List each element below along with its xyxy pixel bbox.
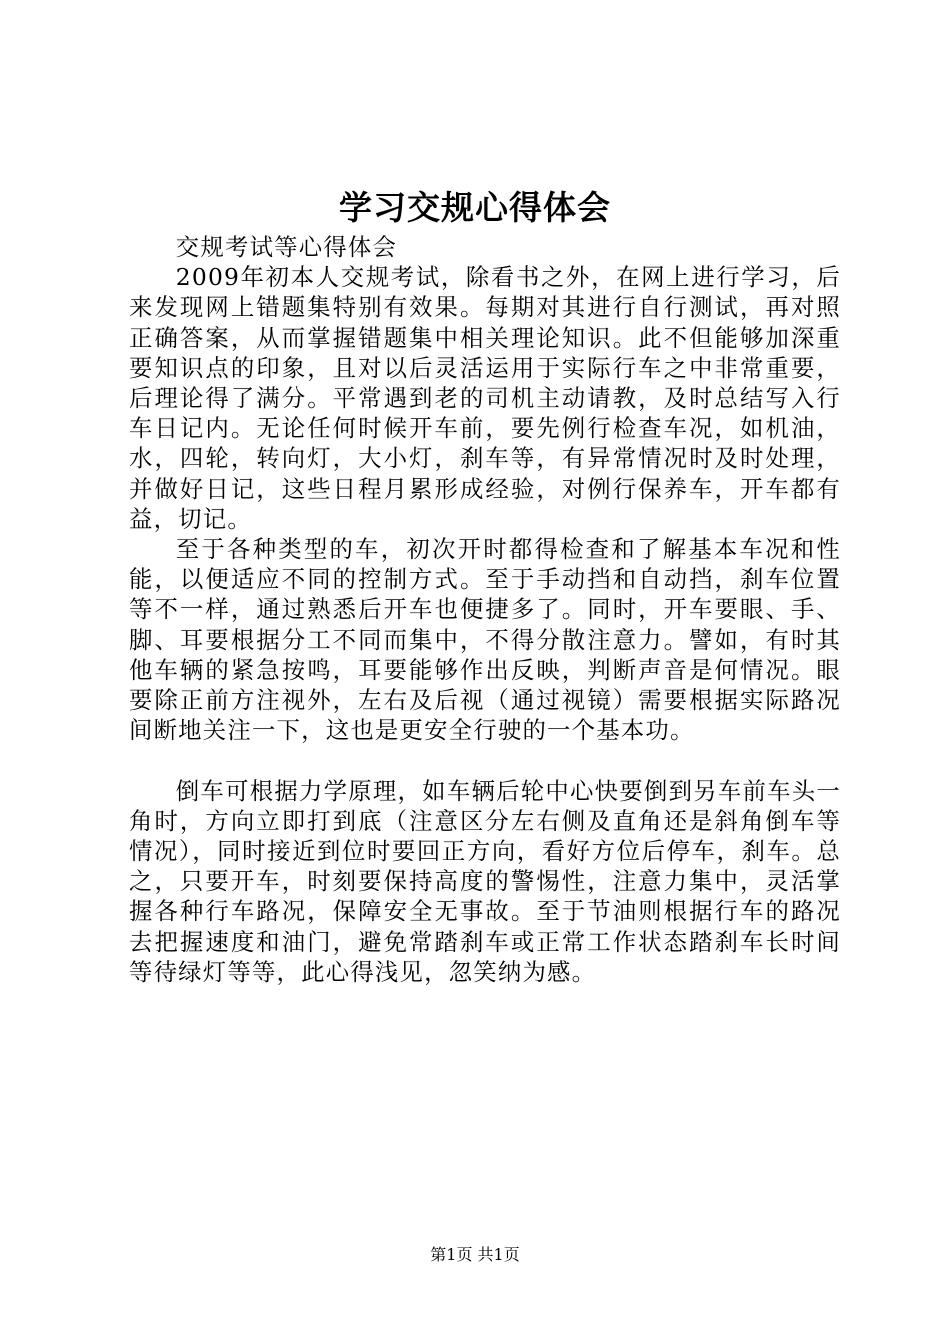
document-subtitle: 交规考试等心得体会 [175, 233, 398, 261]
page-footer: 第1页 共1页 [430, 1245, 520, 1264]
document-title: 学习交规心得体会 [339, 188, 611, 227]
paragraph-spacer [129, 745, 841, 775]
paragraph-3: 倒车可根据力学原理，如车辆后轮中心快要倒到另车前车头一角时，方向立即打到底（注意区分左右侧及直角还是斜角倒车等情况），同时接近到位时要回正方向，看好方位后停车，刹车。总之，只要开车，时刻要保持高度的警惕性，注意力集中，灵活掌握各种行车路况，保障安全无事故。至于节油则根据行车的路况去把握速度和油门，避免常踏刹车或正常工作状态踏刹车长时间等待绿灯等等，此心得浅见，忽笑纳为感。 [129, 776, 841, 986]
paragraph-1: 2009年初本人交规考试，除看书之外，在网上进行学习，后来发现网上错题集特别有效果。每期对其进行自行测试，再对照正确答案，从而掌握错题集中相关理论知识。此不但能够加深重要知识点的印象，且对以后灵活运用于实际行车之中非常重要，后理论得了满分。平常遇到老的司机主动请教，及时总结写入行车日记内。无论任何时候开车前，要先例行检查车况，如机油，水，四轮，转向灯，大小灯，刹车等，有异常情况时及时处理，并做好日记，这些日程月累形成经验，对例行保养车，开车都有益，切记。 [129, 263, 841, 533]
document-body [129, 232, 841, 987]
paragraph-2: 至于各种类型的车，初次开时都得检查和了解基本车况和性能，以便适应不同的控制方式。至于手动挡和自动挡，刹车位置等不一样，通过熟悉后开车也便捷多了。同时，开车要眼、手、脚、耳要根据分工不同而集中，不得分散注意力。譬如，有时其他车辆的紧急按鸣，耳要能够作出反映，判断声音是何情况。眼要除正前方注视外，左右及后视（通过视镜）需要根据实际路况间断地关注一下，这也是更安全行驶的一个基本功。 [129, 535, 841, 745]
